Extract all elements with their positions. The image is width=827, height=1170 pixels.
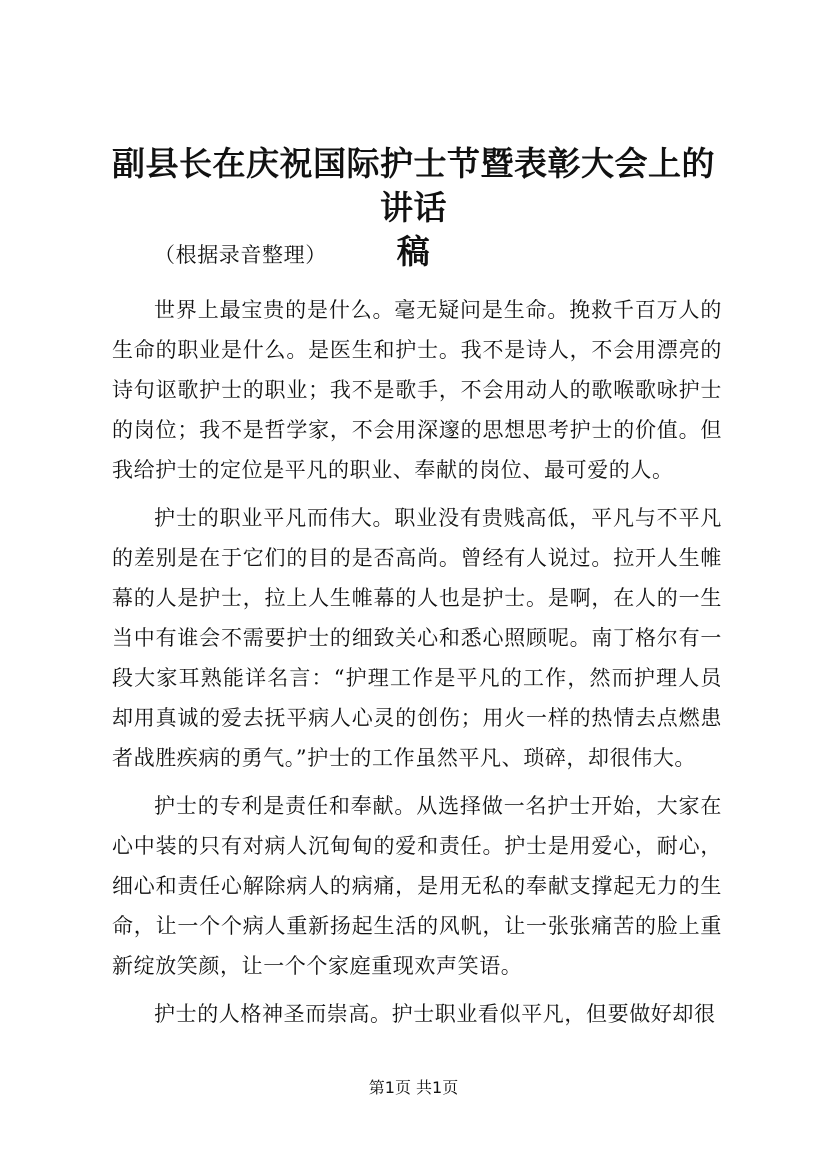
paragraph-4: 护士的人格神圣而崇高。护士职业看似平凡，但要做好却很 — [154, 1002, 716, 1026]
paragraph-2: 护士的职业平凡而伟大。职业没有贵贱高低，平凡与不平凡的差别是在于它们的目的是否高尚。曾经有人说过。拉开人生帷幕的人是护士，拉上人生帷幕的人也是护士。是啊，在人的一生当中有谁会不需要护士的细致关心和悉心照顾呢。南丁格尔有一段大家耳熟能详名言：“护理工作是平凡的工作，然而护理人员却用真诚的爱去抚平病人心灵的创伤；用火一样的热情去点燃患者战胜疾病的勇气。”护士的工作虽然平凡、琐碎，却很伟大。 — [112, 506, 722, 770]
title-line-2: 稿 — [396, 232, 431, 271]
transcription-note: （根据录音整理） — [154, 243, 327, 267]
page-number-label: 第1页 共1页 — [368, 1078, 459, 1097]
page-footer — [0, 1077, 827, 1099]
title-line-1: 副县长在庆祝国际护士节暨表彰大会上的讲话 — [112, 144, 715, 227]
paragraph-3: 护士的专利是责任和奉献。从选择做一名护士开始，大家在心中装的只有对病人沉甸甸的爱和责任。护士是用爱心，耐心，细心和责任心解除病人的病痛，是用无私的奉献支撑起无力的生命，让一个个病人重新扬起生活的风帆，让一张张痛苦的脸上重新绽放笑颜，让一个个家庭重现欢声笑语。 — [112, 794, 722, 978]
document-body — [112, 235, 722, 1042]
paragraph-1: 世界上最宝贵的是什么。毫无疑问是生命。挽救千百万人的生命的职业是什么。是医生和护士。我不是诗人，不会用漂亮的诗句讴歌护士的职业；我不是歌手，不会用动人的歌喉歌咏护士的岗位；我不是哲学家，不会用深邃的思想思考护士的价值。但我给护士的定位是平凡的职业、奉献的岗位、最可爱的人。 — [112, 298, 722, 482]
